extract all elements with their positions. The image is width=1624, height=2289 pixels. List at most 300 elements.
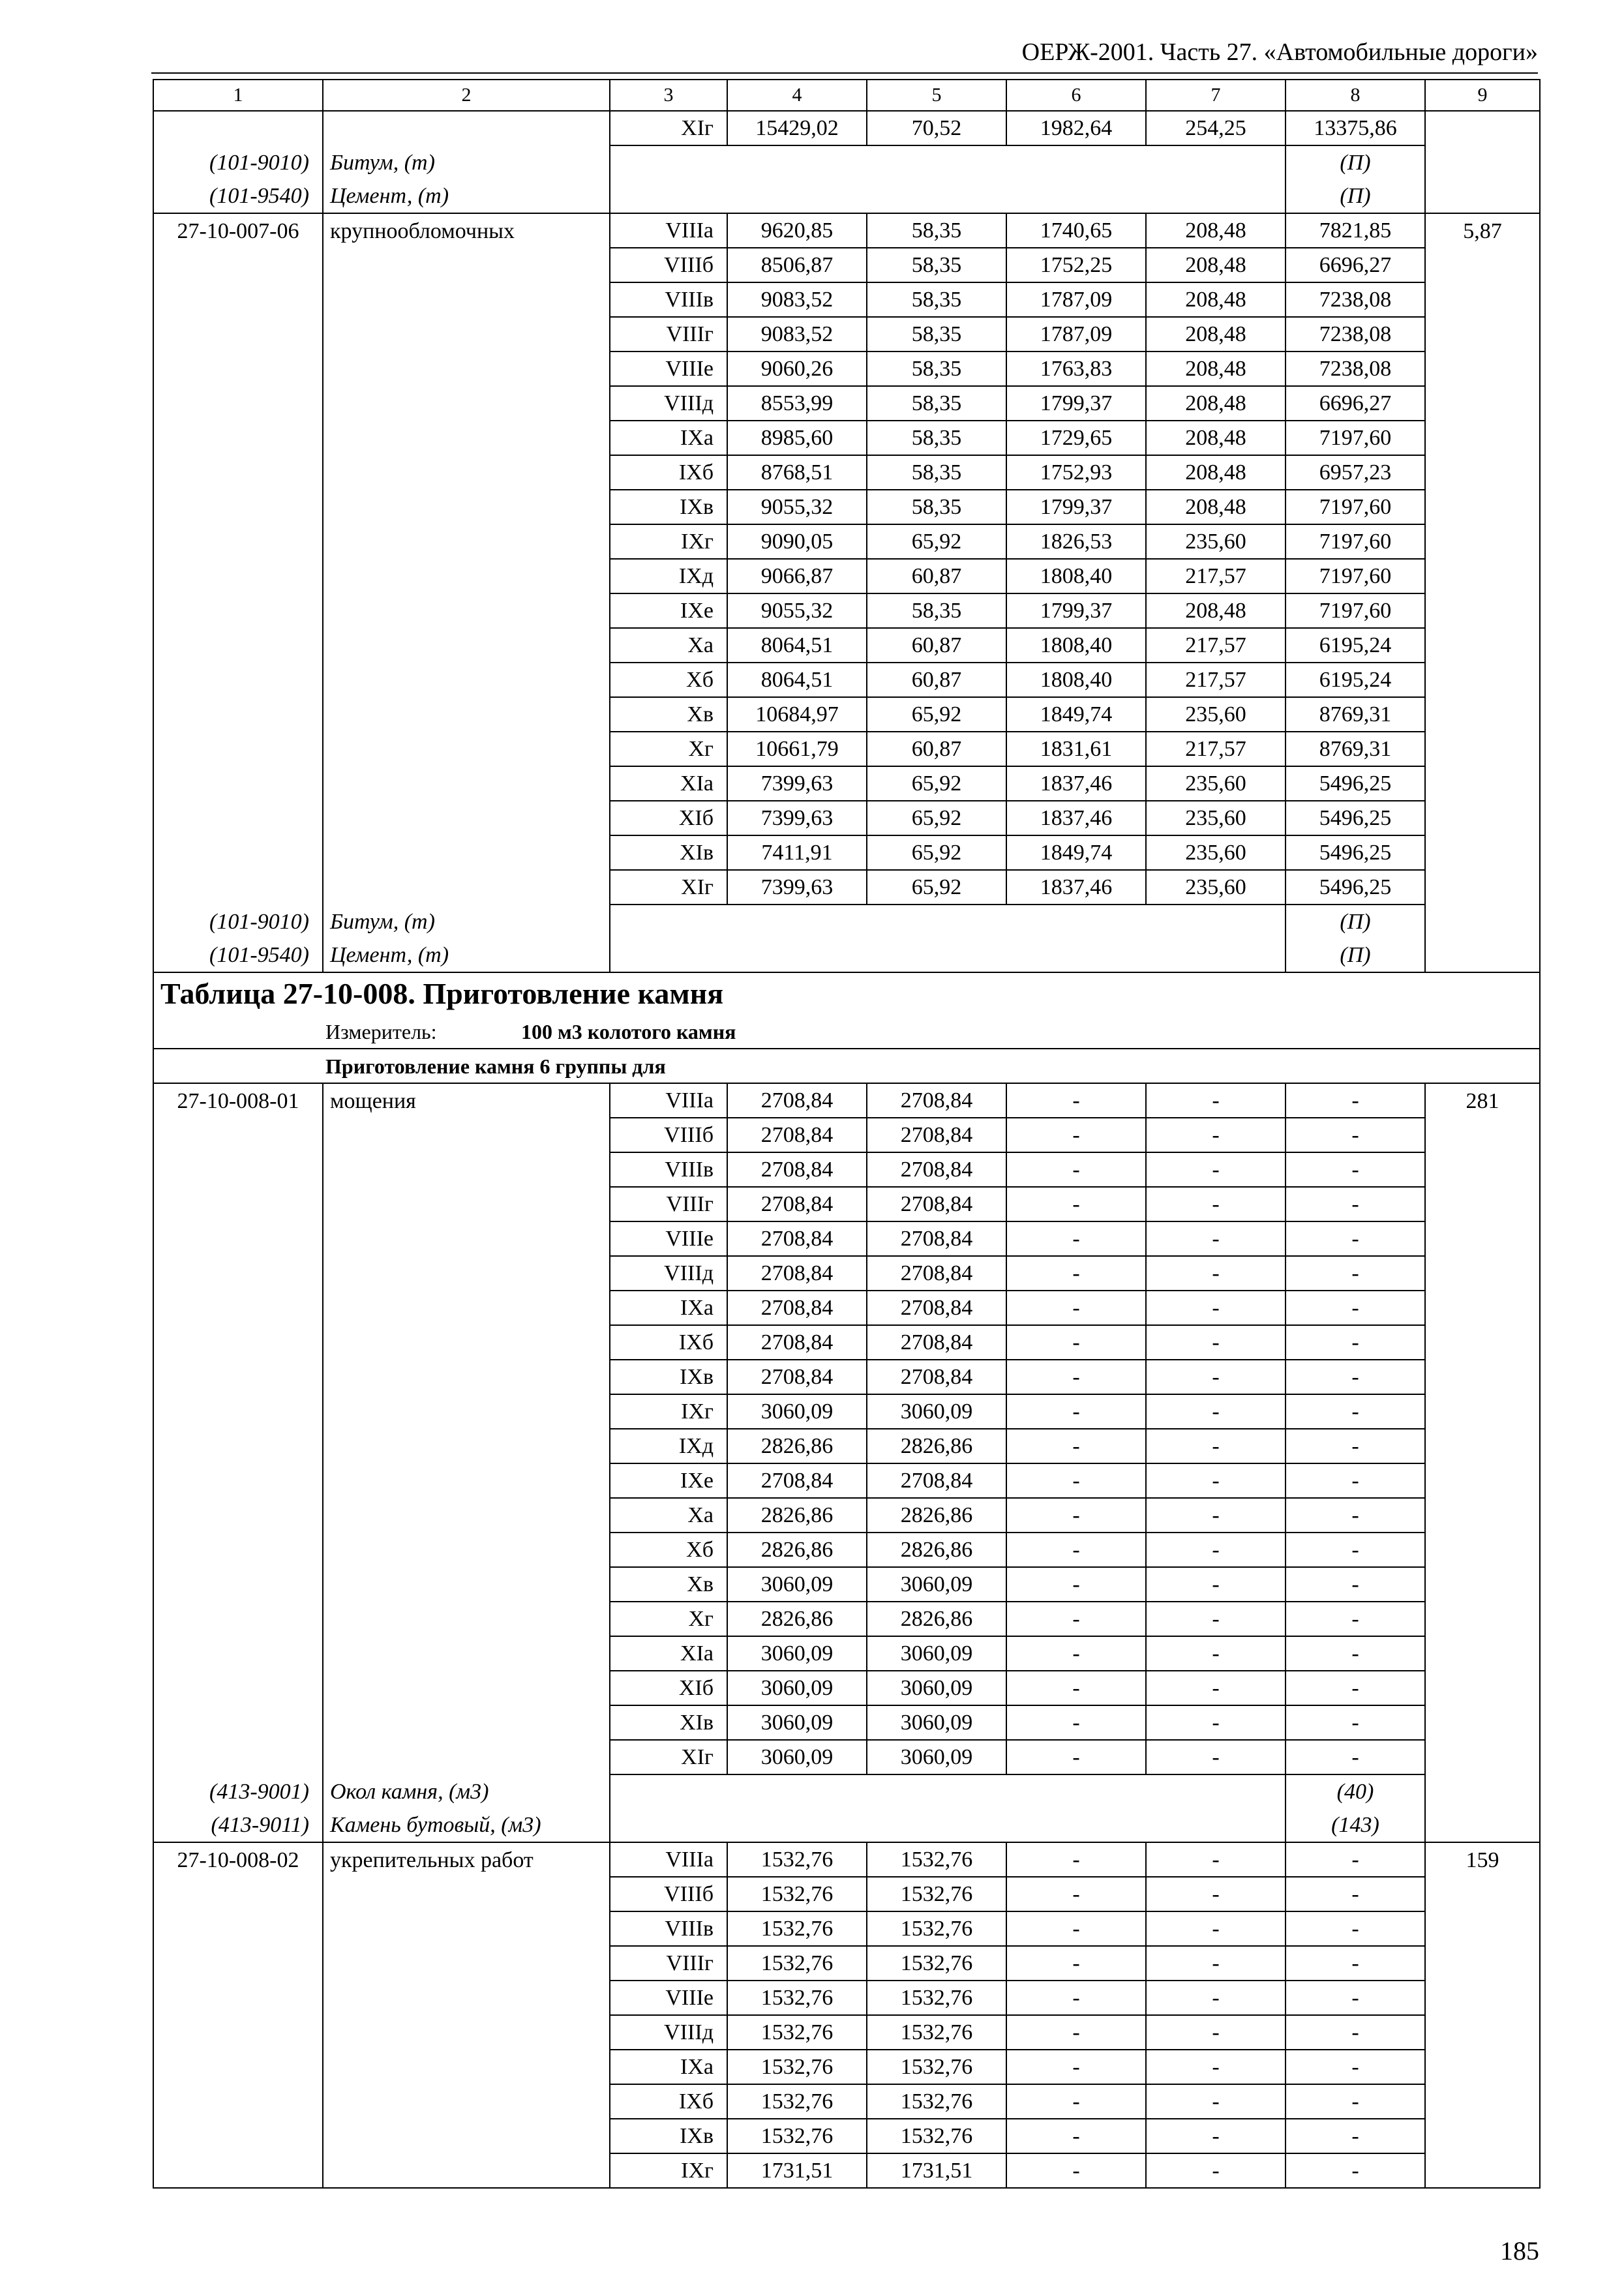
table-cell <box>153 1498 323 1533</box>
value-cell: - <box>1286 1636 1425 1671</box>
value-cell: 1837,46 <box>1006 766 1146 801</box>
table-cell <box>153 2119 323 2153</box>
resource-code: (101-9010) <box>153 905 323 938</box>
table-cell <box>323 1325 610 1360</box>
value-cell: - <box>1146 1671 1286 1705</box>
table-row <box>153 490 1540 524</box>
table-row <box>153 1325 1540 1360</box>
value-cell: - <box>1006 1463 1146 1498</box>
value-cell: - <box>1286 2084 1425 2119</box>
rate-code: 27-10-008-01 <box>153 1083 323 1118</box>
table-cell <box>323 663 610 697</box>
resource-row <box>153 1774 1540 1808</box>
value-cell: 1532,76 <box>867 2119 1006 2153</box>
table-cell <box>323 1498 610 1533</box>
table-cell <box>323 1118 610 1152</box>
table-cell <box>867 1808 1006 1842</box>
value-cell: - <box>1286 1671 1425 1705</box>
table-cell <box>1425 1429 1540 1463</box>
table-row <box>153 248 1540 282</box>
table-row <box>153 1911 1540 1946</box>
value-cell: - <box>1146 2084 1286 2119</box>
value-cell: - <box>1006 1429 1146 1463</box>
resource-name: Битум, (т) <box>323 905 610 938</box>
value-cell: 2708,84 <box>727 1256 867 1291</box>
value-cell: - <box>1286 1946 1425 1981</box>
value-cell: 8064,51 <box>727 628 867 663</box>
zone-cell: VIIIв <box>610 282 727 317</box>
value-cell: 2826,86 <box>867 1533 1006 1567</box>
value-cell: - <box>1146 1429 1286 1463</box>
table-cell <box>1425 593 1540 628</box>
value-cell: - <box>1006 2084 1146 2119</box>
value-cell: 58,35 <box>867 352 1006 386</box>
value-cell: 208,48 <box>1146 455 1286 490</box>
table-cell <box>323 1636 610 1671</box>
table-row <box>153 2084 1540 2119</box>
value-cell: 1763,83 <box>1006 352 1146 386</box>
value-cell: - <box>1146 1636 1286 1671</box>
value-cell: - <box>1146 1705 1286 1740</box>
value-cell: - <box>1146 1325 1286 1360</box>
value-cell: 2708,84 <box>727 1291 867 1325</box>
table-cell <box>323 317 610 352</box>
table-cell <box>323 248 610 282</box>
table-cell <box>153 524 323 559</box>
value-cell: - <box>1286 1325 1425 1360</box>
value-cell: - <box>1006 1360 1146 1394</box>
table-cell <box>867 1774 1006 1808</box>
table-cell <box>153 1291 323 1325</box>
table-cell <box>1425 1256 1540 1291</box>
table-cell <box>153 628 323 663</box>
table-cell <box>323 1187 610 1221</box>
value-cell: 2708,84 <box>867 1256 1006 1291</box>
value-cell: - <box>1146 1394 1286 1429</box>
table-cell <box>1425 1187 1540 1221</box>
table-row <box>153 213 1540 248</box>
value-cell: - <box>1006 1498 1146 1533</box>
value-cell: 217,57 <box>1146 663 1286 697</box>
table-cell <box>1425 697 1540 732</box>
table-cell <box>323 1911 610 1946</box>
value-cell: 10684,97 <box>727 697 867 732</box>
value-cell: 1532,76 <box>867 1911 1006 1946</box>
value-cell: 5496,25 <box>1286 801 1425 835</box>
value-cell: 58,35 <box>867 213 1006 248</box>
table-cell <box>867 905 1006 938</box>
value-cell: - <box>1146 2050 1286 2084</box>
table-cell <box>323 2119 610 2153</box>
zone-cell: IXа <box>610 421 727 455</box>
table-cell <box>867 938 1006 972</box>
table-cell <box>727 1774 867 1808</box>
zone-cell: Xг <box>610 1602 727 1636</box>
table-cell <box>323 455 610 490</box>
value-cell: - <box>1286 1740 1425 1774</box>
value-cell: - <box>1006 1083 1146 1118</box>
table-cell <box>153 2084 323 2119</box>
column-number-cell: 2 <box>323 80 610 111</box>
value-cell: - <box>1146 1256 1286 1291</box>
table-cell <box>610 1808 727 1842</box>
table-row <box>153 352 1540 386</box>
value-cell: 1532,76 <box>727 2084 867 2119</box>
value-cell: - <box>1146 1118 1286 1152</box>
resource-value: (40) <box>1286 1774 1425 1808</box>
value-cell: - <box>1286 1567 1425 1602</box>
resource-name: Окол камня, (м3) <box>323 1774 610 1808</box>
table-cell <box>323 1152 610 1187</box>
zone-cell: IXб <box>610 2084 727 2119</box>
table-cell <box>1425 1740 1540 1774</box>
table-cell <box>323 1429 610 1463</box>
value-cell: - <box>1146 1187 1286 1221</box>
value-cell: 70,52 <box>867 111 1006 145</box>
value-cell: 5496,25 <box>1286 766 1425 801</box>
value-cell: - <box>1146 1740 1286 1774</box>
value-cell: - <box>1286 2050 1425 2084</box>
resource-value: (143) <box>1286 1808 1425 1842</box>
value-cell: - <box>1006 1911 1146 1946</box>
table-cell <box>153 421 323 455</box>
value-cell: 7399,63 <box>727 766 867 801</box>
table-cell <box>1006 145 1146 179</box>
table-cell <box>1146 938 1286 972</box>
value-cell: 1799,37 <box>1006 386 1146 421</box>
table-cell <box>153 801 323 835</box>
value-cell: - <box>1146 1360 1286 1394</box>
rates-table <box>153 79 1541 2189</box>
value-cell: - <box>1286 1118 1425 1152</box>
table-cell <box>1425 248 1540 282</box>
value-cell: - <box>1006 1394 1146 1429</box>
table-cell <box>1425 835 1540 870</box>
value-cell: 6195,24 <box>1286 628 1425 663</box>
resource-row <box>153 905 1540 938</box>
group-title-row <box>153 1049 1540 1083</box>
table-cell <box>153 1118 323 1152</box>
table-cell <box>323 386 610 421</box>
table-cell <box>610 1774 727 1808</box>
value-cell: 1532,76 <box>727 1911 867 1946</box>
table-cell <box>1006 179 1146 213</box>
value-cell: 235,60 <box>1146 801 1286 835</box>
value-cell: 1752,25 <box>1006 248 1146 282</box>
table-cell <box>323 870 610 905</box>
value-cell: 2708,84 <box>867 1083 1006 1118</box>
table-cell <box>323 421 610 455</box>
value-cell: 208,48 <box>1146 248 1286 282</box>
value-cell: 6696,27 <box>1286 386 1425 421</box>
page-header: ОЕРЖ-2001. Часть 27. «Автомобильные дороги» <box>1021 38 1538 66</box>
zone-cell: IXа <box>610 2050 727 2084</box>
table-cell <box>153 835 323 870</box>
value-cell: 1731,51 <box>727 2153 867 2188</box>
table-row <box>153 1152 1540 1187</box>
value-cell: 7197,60 <box>1286 490 1425 524</box>
value-cell: 1831,61 <box>1006 732 1146 766</box>
table-cell <box>323 1463 610 1498</box>
value-cell: 7399,63 <box>727 870 867 905</box>
table-cell <box>1425 1221 1540 1256</box>
resource-row <box>153 145 1540 179</box>
table-cell <box>610 905 727 938</box>
value-cell: 1532,76 <box>867 1877 1006 1911</box>
resource-value: (П) <box>1286 145 1425 179</box>
table-cell <box>323 1221 610 1256</box>
table-cell <box>153 455 323 490</box>
value-cell: - <box>1006 1567 1146 1602</box>
table-cell <box>1146 1808 1286 1842</box>
zone-cell: VIIIа <box>610 213 727 248</box>
table-cell <box>153 1946 323 1981</box>
value-cell: 235,60 <box>1146 835 1286 870</box>
table-cell <box>323 1671 610 1705</box>
zone-cell: VIIIв <box>610 1911 727 1946</box>
value-cell: - <box>1006 1533 1146 1567</box>
value-cell: 1532,76 <box>867 1946 1006 1981</box>
table-cell <box>153 317 323 352</box>
table-row <box>153 801 1540 835</box>
value-cell: - <box>1146 2153 1286 2188</box>
zone-cell: IXб <box>610 455 727 490</box>
value-cell: 58,35 <box>867 490 1006 524</box>
value-cell: - <box>1006 2153 1146 2188</box>
value-cell: - <box>1146 1498 1286 1533</box>
value-cell: - <box>1286 1533 1425 1567</box>
value-cell: - <box>1286 1221 1425 1256</box>
table-row <box>153 2050 1540 2084</box>
table-cell <box>323 628 610 663</box>
table-cell <box>323 1946 610 1981</box>
value-cell: 2708,84 <box>867 1291 1006 1325</box>
value-cell: 208,48 <box>1146 213 1286 248</box>
table-cell <box>1425 870 1540 905</box>
value-cell: 1808,40 <box>1006 628 1146 663</box>
value-cell: 8769,31 <box>1286 697 1425 732</box>
zone-cell: IXв <box>610 2119 727 2153</box>
value-cell: 8553,99 <box>727 386 867 421</box>
table-row <box>153 421 1540 455</box>
value-cell: - <box>1006 2050 1146 2084</box>
table-cell <box>153 1256 323 1291</box>
value-cell: 58,35 <box>867 248 1006 282</box>
zone-cell: VIIIа <box>610 1083 727 1118</box>
value-cell: - <box>1006 1705 1146 1740</box>
value-cell: 7238,08 <box>1286 282 1425 317</box>
value-cell: 1532,76 <box>727 1946 867 1981</box>
value-cell: 3060,09 <box>727 1740 867 1774</box>
value-cell: 7821,85 <box>1286 213 1425 248</box>
table-cell <box>1425 2084 1540 2119</box>
value-cell: - <box>1286 1463 1425 1498</box>
zone-cell: VIIIб <box>610 248 727 282</box>
value-cell: 217,57 <box>1146 559 1286 593</box>
table-row <box>153 1981 1540 2015</box>
zone-cell: VIIIе <box>610 1221 727 1256</box>
table-cell <box>323 352 610 386</box>
value-cell: 2708,84 <box>867 1360 1006 1394</box>
zone-cell: Xв <box>610 697 727 732</box>
resource-code: (413-9011) <box>153 1808 323 1842</box>
value-cell: - <box>1006 1325 1146 1360</box>
value-cell: - <box>1006 1671 1146 1705</box>
value-cell: - <box>1146 1842 1286 1877</box>
value-cell: 2708,84 <box>727 1187 867 1221</box>
table-cell <box>1425 1705 1540 1740</box>
value-cell: 1982,64 <box>1006 111 1146 145</box>
table-row <box>153 1118 1540 1152</box>
table-cell <box>1425 179 1540 213</box>
unit-row <box>153 1015 1540 1049</box>
zone-cell: Xа <box>610 1498 727 1533</box>
table-cell <box>153 559 323 593</box>
value-cell: - <box>1286 1083 1425 1118</box>
zone-cell: IXв <box>610 490 727 524</box>
table-row <box>153 1533 1540 1567</box>
table-cell <box>1425 628 1540 663</box>
value-cell: 1826,53 <box>1006 524 1146 559</box>
table-cell <box>323 1740 610 1774</box>
value-cell: - <box>1286 2119 1425 2153</box>
value-cell: 1752,93 <box>1006 455 1146 490</box>
unit-label: Измеритель: <box>325 1019 437 1043</box>
resource-code: (101-9540) <box>153 179 323 213</box>
value-cell: - <box>1006 1187 1146 1221</box>
value-cell: 8768,51 <box>727 455 867 490</box>
table-cell <box>153 386 323 421</box>
value-cell: 208,48 <box>1146 421 1286 455</box>
table-cell <box>153 1636 323 1671</box>
value-cell: 1849,74 <box>1006 835 1146 870</box>
table-cell <box>323 732 610 766</box>
value-cell: - <box>1146 1946 1286 1981</box>
value-cell: 1787,09 <box>1006 282 1146 317</box>
value-cell: 8064,51 <box>727 663 867 697</box>
zone-cell: XIв <box>610 1705 727 1740</box>
rate-code: 27-10-008-02 <box>153 1842 323 1877</box>
table-row <box>153 732 1540 766</box>
table-cell <box>1425 1118 1540 1152</box>
table-cell <box>1146 179 1286 213</box>
value-cell: 9090,05 <box>727 524 867 559</box>
zone-cell: IXг <box>610 2153 727 2188</box>
table-row <box>153 111 1540 145</box>
table-cell <box>153 1671 323 1705</box>
value-cell: 2826,86 <box>867 1429 1006 1463</box>
value-cell: 8985,60 <box>727 421 867 455</box>
zone-cell: Xв <box>610 1567 727 1602</box>
table-row <box>153 1256 1540 1291</box>
table-row <box>153 1877 1540 1911</box>
table-cell <box>610 145 727 179</box>
value-cell: 2708,84 <box>867 1118 1006 1152</box>
table-cell <box>153 1429 323 1463</box>
work-name: мощения <box>323 1083 610 1118</box>
resource-row <box>153 938 1540 972</box>
zone-cell: VIIIб <box>610 1877 727 1911</box>
table-cell <box>153 870 323 905</box>
value-cell: 7197,60 <box>1286 524 1425 559</box>
table-cell <box>153 2050 323 2084</box>
table-row <box>153 317 1540 352</box>
table-row <box>153 1705 1540 1740</box>
table-row <box>153 1498 1540 1533</box>
value-cell: 2708,84 <box>727 1118 867 1152</box>
value-cell: - <box>1286 1429 1425 1463</box>
value-cell: 3060,09 <box>867 1740 1006 1774</box>
value-cell: 13375,86 <box>1286 111 1425 145</box>
page-number: 185 <box>1500 2236 1539 2266</box>
value-cell: 2708,84 <box>867 1325 1006 1360</box>
value-cell: - <box>1006 1740 1146 1774</box>
table-cell <box>1146 905 1286 938</box>
table-cell <box>1425 905 1540 938</box>
table-row <box>153 1394 1540 1429</box>
zone-cell: IXд <box>610 559 727 593</box>
table-cell <box>1425 1671 1540 1705</box>
table-cell <box>323 282 610 317</box>
value-cell: 9060,26 <box>727 352 867 386</box>
value-cell: 58,35 <box>867 386 1006 421</box>
value-cell: - <box>1286 1842 1425 1877</box>
value-cell: - <box>1006 2119 1146 2153</box>
table-cell <box>1425 282 1540 317</box>
value-cell: 1532,76 <box>727 1877 867 1911</box>
value-cell: - <box>1286 1394 1425 1429</box>
column-number-row <box>153 80 1540 111</box>
value-cell: 60,87 <box>867 628 1006 663</box>
value-cell: 2708,84 <box>727 1360 867 1394</box>
table-cell <box>323 1877 610 1911</box>
table-cell <box>1425 766 1540 801</box>
value-cell: 9055,32 <box>727 490 867 524</box>
table-cell <box>1425 1911 1540 1946</box>
value-cell: - <box>1006 1221 1146 1256</box>
value-cell: - <box>1286 1187 1425 1221</box>
table-cell <box>1425 1291 1540 1325</box>
zone-cell: IXе <box>610 1463 727 1498</box>
value-cell: 1731,51 <box>867 2153 1006 2188</box>
column-number-cell: 9 <box>1425 80 1540 111</box>
table-cell <box>323 1256 610 1291</box>
table-cell <box>1425 352 1540 386</box>
table-cell <box>1425 1360 1540 1394</box>
zone-cell: VIIIв <box>610 1152 727 1187</box>
table-cell <box>323 490 610 524</box>
value-cell: 2826,86 <box>727 1602 867 1636</box>
value-cell: 3060,09 <box>727 1636 867 1671</box>
value-cell: 3060,09 <box>727 1567 867 1602</box>
value-cell: 217,57 <box>1146 732 1286 766</box>
zone-cell: VIIIд <box>610 386 727 421</box>
value-cell: 2708,84 <box>727 1152 867 1187</box>
table-cell <box>153 663 323 697</box>
column-number-cell: 8 <box>1286 80 1425 111</box>
value-cell: 208,48 <box>1146 386 1286 421</box>
table-cell <box>323 524 610 559</box>
table-row <box>153 628 1540 663</box>
table-row <box>153 1740 1540 1774</box>
table-cell <box>323 1602 610 1636</box>
value-cell: 235,60 <box>1146 697 1286 732</box>
zone-cell: XIб <box>610 1671 727 1705</box>
zone-cell: IXг <box>610 1394 727 1429</box>
resource-name: Битум, (т) <box>323 145 610 179</box>
zone-cell: VIIIе <box>610 1981 727 2015</box>
zone-cell: XIв <box>610 835 727 870</box>
